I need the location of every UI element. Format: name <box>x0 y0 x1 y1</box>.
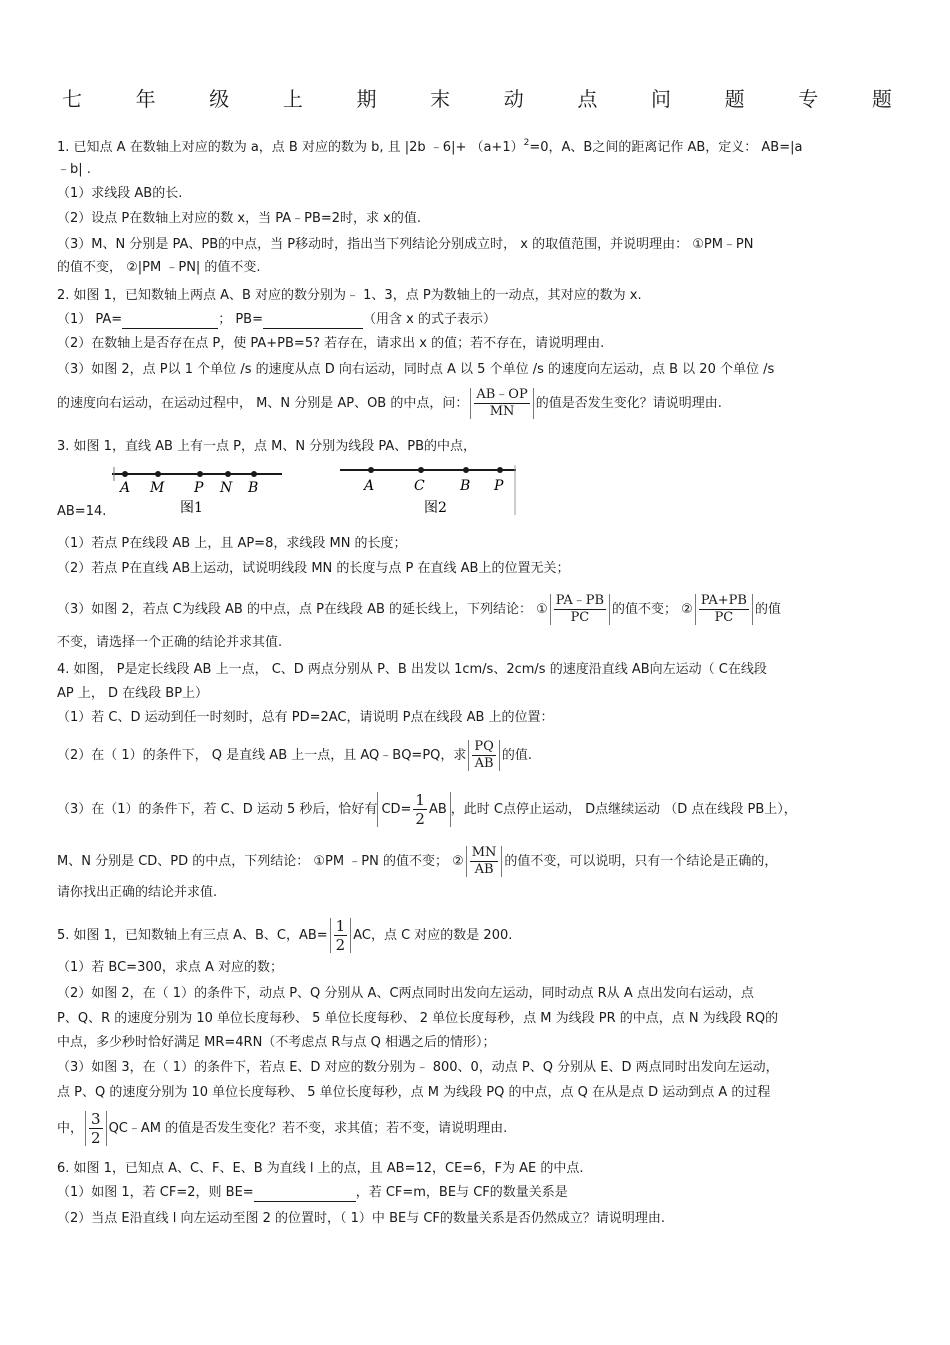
answer-blank-be[interactable] <box>254 1187 356 1202</box>
q3-line-1: 3. 如图 1，直线 AB 上有一点 P，点 M、N 分别为线段 PA、PB的中点， <box>57 439 476 454</box>
label-p: P <box>494 478 504 494</box>
label-b: B <box>248 480 259 496</box>
q4-line-2: AP 上， D 在线段 BP上） <box>57 686 209 701</box>
point-a <box>122 471 128 477</box>
title-char: 专 <box>798 87 819 111</box>
q3-figure-2 <box>340 465 518 517</box>
q4-part-3-cont: M、N 分别是 CD、PD 的中点，下列结论： ①PM ﹣PN 的值不变； ② $\frac{MN}{AB}$ 的值不变，可以说明，只有一个结论是正确的， <box>57 845 778 877</box>
figure-caption: 图2 <box>424 500 447 516</box>
q5-part-3: （3）如图 3，在（ 1）的条件下，若点 E、D 对应的数分别为﹣ 800、0，动点 P、Q 分别从 E、D 两点同时出发向左运动， <box>57 1060 779 1075</box>
title-char: 末 <box>430 87 451 111</box>
q1-part-3: （3）M、N 分别是 PA、PB的中点，当 P移动时，指出当下列结论分别成立时， x 的取值范围，并说明理由： ①PM﹣PN <box>57 237 754 252</box>
q1-part-2: （2）设点 P在数轴上对应的数 x，当 PA﹣PB=2时，求 x的值. <box>57 211 421 226</box>
q5-part-3-cont: 点 P、Q 的速度分别为 10 单位长度每秒、 5 单位长度每秒，点 M 为线段 PQ 的中点，点 Q 在从是点 D 运动到点 A 的过程 <box>57 1085 771 1100</box>
q4-line-1: 4. 如图， P是定长线段 AB 上一点， C、D 两点分别从 P、B 出发以 1cm/s、2cm/s 的速度沿直线 AB向左运动（ C在线段 <box>57 662 767 677</box>
title-char: 动 <box>503 87 524 111</box>
q3-part-1: （1）若点 P在线段 AB 上，且 AP=8，求线段 MN 的长度； <box>57 536 407 551</box>
title-char: 期 <box>356 87 377 111</box>
q5-part-2-cont: P、Q、R 的速度分别为 10 单位长度每秒、 5 单位长度每秒、 2 单位长度每秒，点 M 为线段 PR 的中点，点 N 为线段 RQ的 <box>57 1011 779 1026</box>
answer-blank-pb[interactable] <box>263 314 363 329</box>
fraction-one-half: $\frac{1}{2}$ <box>330 918 352 953</box>
title-char: 级 <box>209 87 230 111</box>
fraction-pa-plus-pb: $\frac{PA+PB}{PC}$ <box>695 594 753 625</box>
q3-part-3: （3）如图 2，若点 C为线段 AB 的中点，点 P在线段 AB 的延长线上，下列结论： ① $\frac{PA﹣PB}{PC}$ 的值不变； ② $\frac{PA+PB}{PC}$ 的值 <box>57 593 781 625</box>
q2-line-1: 2. 如图 1，已知数轴上两点 A、B 对应的数分别为﹣ 1、3，点 P为数轴上的一动点，其对应的数为 x. <box>57 288 642 303</box>
page-title <box>62 83 892 112</box>
q5-part-2: （2）如图 2，在（ 1）的条件下，动点 P、Q 分别从 A、C两点同时出发向左运动，同时动点 R从 A 点出发向右运动，点 <box>57 986 754 1001</box>
q3-part-3-cont: 不变，请选择一个正确的结论并求其值. <box>57 635 283 650</box>
point-b <box>251 471 257 477</box>
cd-equation: CD= $\frac{1}{2}$ AB <box>377 792 450 827</box>
q5-part-1: （1）若 BC=300，求点 A 对应的数； <box>57 960 284 975</box>
q6-part-2: （2）当点 E沿直线 l 向左运动至图 2 的位置时，（ 1）中 BE与 CF的数量关系是否仍然成立？请说明理由. <box>57 1211 666 1226</box>
title-char: 题 <box>724 87 745 111</box>
label-c: C <box>414 478 425 494</box>
fraction-mn-ab: $\frac{MN}{AB}$ <box>466 846 503 877</box>
fraction-three-halves: $\frac{3}{2}$ <box>85 1111 107 1146</box>
q4-part-3: （3）在（1）的条件下，若 C、D 运动 5 秒后，恰好有 CD= $\frac{1}{2}$ AB ，此时 C点停止运动， D点继续运动 （D 点在线段 PB上）， <box>57 791 797 828</box>
q2-part-1: （1） PA= ； PB= （用含 x 的式子表示） <box>57 312 496 327</box>
q3-figure-2-svg <box>340 465 518 517</box>
q1-line-1: 1. 已知点 A 在数轴上对应的数为 a，点 B 对应的数为 b, 且 |2b ﹣6|+ $(a+1)^2=0$，A、B之间的距离记作 AB，定义： AB=|a <box>57 138 803 155</box>
title-char: 年 <box>135 87 156 111</box>
q4-part-1: （1）若 C、D 运动到任一时刻时，总有 PD=2AC，请说明 P点在线段 AB 上的位置： <box>57 710 554 725</box>
title-char: 问 <box>651 87 671 111</box>
answer-blank-pa[interactable] <box>122 314 218 329</box>
point-n <box>225 471 231 477</box>
title-char: 七 <box>62 87 82 111</box>
title-char: 题 <box>871 87 892 111</box>
q4-part-2: （2）在（ 1）的条件下， Q 是直线 AB 上一点，且 AQ﹣BQ=PQ，求 $\frac{PQ}{AB}$ 的值. <box>57 739 532 771</box>
q2-part-3: （3）如图 2，点 P以 1 个单位 /s 的速度从点 D 向右运动，同时点 A 以 5 个单位 /s 的速度向左运动，点 B 以 20 个单位 /s <box>57 362 775 377</box>
point-b <box>463 467 469 473</box>
q1-line-2: ﹣b| . <box>57 162 91 177</box>
q1-part-3-cont: 的值不变， ②|PM ﹣PN| 的值不变. <box>57 260 261 275</box>
q3-part-2: （2）若点 P在直线 AB上运动，试说明线段 MN 的长度与点 P 在直线 AB上的位置无关； <box>57 561 570 576</box>
label-m: M <box>150 480 165 496</box>
label-a: A <box>364 478 375 494</box>
label-a: A <box>120 480 131 496</box>
label-p: P <box>194 480 204 496</box>
q1-part-1: （1）求线段 AB的长. <box>57 186 183 201</box>
q4-part-3-end: 请你找出正确的结论并求值. <box>57 885 218 900</box>
q5-line-1: 5. 如图 1，已知数轴上有三点 A、B、C，AB= $\frac{1}{2}$ AC，点 C 对应的数是 200. <box>57 917 513 954</box>
q3-line-2: AB=14. <box>57 504 107 519</box>
point-m <box>155 471 161 477</box>
title-char: 上 <box>282 87 303 111</box>
label-b: B <box>460 478 471 494</box>
q5-part-2-end: 中点，多少秒时恰好满足 MR=4RN（不考虑点 R与点 Q 相遇之后的情形）； <box>57 1035 496 1050</box>
q6-line-1: 6. 如图 1，已知点 A、C、F、E、B 为直线 l 上的点，且 AB=12，CE=6，F为 AE 的中点. <box>57 1161 584 1176</box>
point-a <box>368 467 374 473</box>
point-p <box>497 467 503 473</box>
point-c <box>418 467 424 473</box>
title-char: 点 <box>577 87 598 111</box>
label-n: N <box>220 480 233 496</box>
fraction-ab-op-mn: $\frac{AB﹣OP}{MN}$ <box>470 388 533 419</box>
fraction-pq-ab: $\frac{PQ}{AB}$ <box>468 740 499 771</box>
q2-part-3-cont: 的速度向右运动，在运动过程中， M、N 分别是 AP、OB 的中点，问： $\frac{AB﹣OP}{MN}$ 的值是否发生变化？请说明理由. <box>57 387 722 419</box>
figure-caption: 图1 <box>180 500 203 516</box>
q3-figure-1 <box>112 465 284 517</box>
q3-figure-1-svg <box>112 465 284 517</box>
fraction-pa-minus-pb: $\frac{PA﹣PB}{PC}$ <box>550 594 610 625</box>
q2-part-2: （2）在数轴上是否存在点 P，使 PA+PB=5? 若存在，请求出 x 的值；若不存在，请说明理由. <box>57 336 605 351</box>
q5-part-3-end: 中， $\frac{3}{2}$ QC﹣AM 的值是否发生变化？若不变，求其值；若不变，请说明理由. <box>57 1110 508 1147</box>
point-p <box>197 471 203 477</box>
q6-part-1: （1）如图 1，若 CF=2，则 BE= ，若 CF=m，BE与 CF的数量关系是 <box>57 1185 568 1200</box>
